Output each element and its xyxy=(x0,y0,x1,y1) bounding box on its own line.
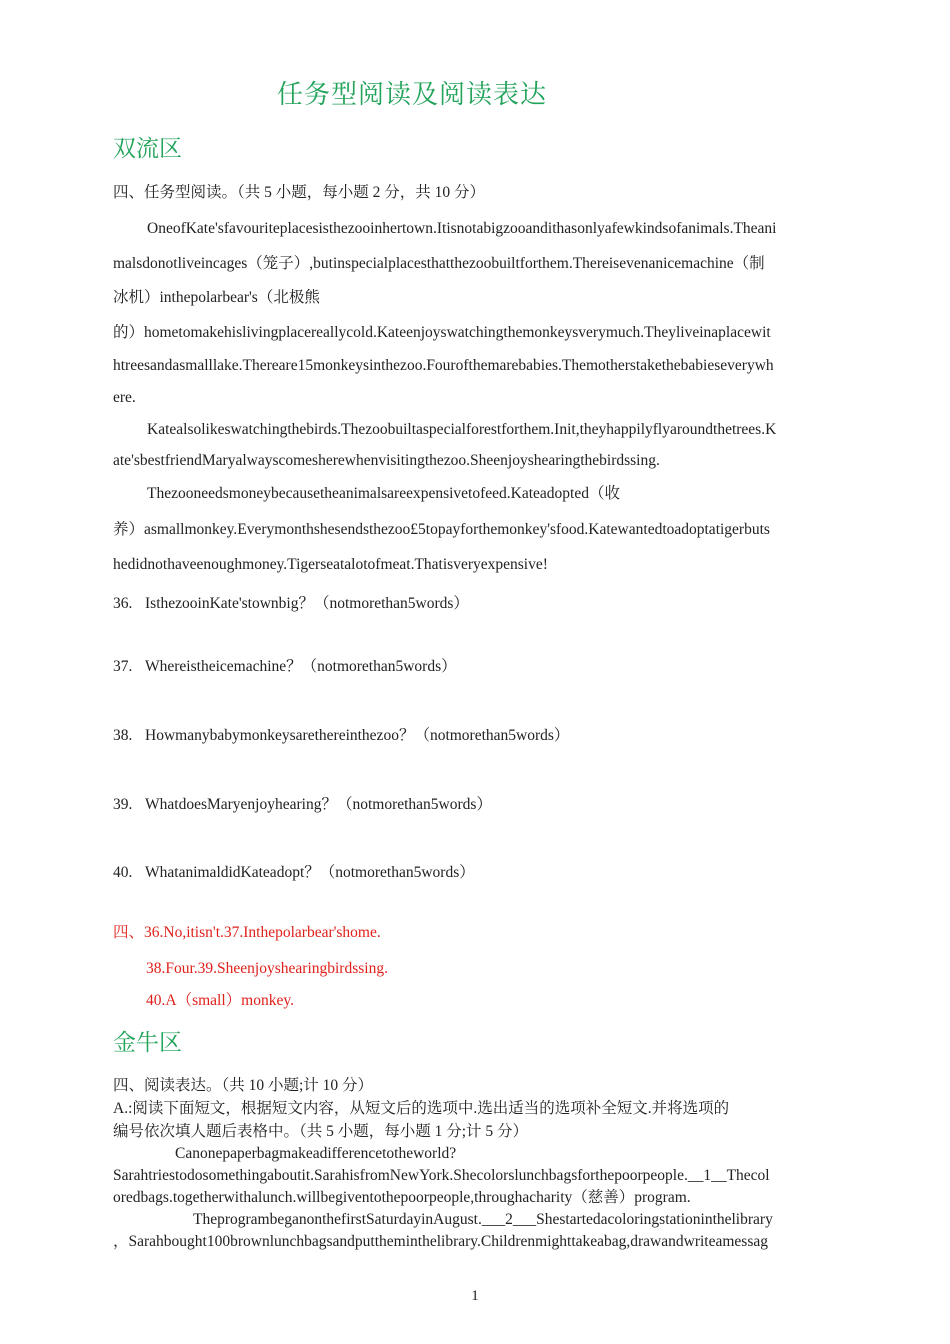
passage-line: Canonepaperbagmakeadifferencetotheworld? xyxy=(175,1145,457,1162)
passage-line: OneofKate'sfavouriteplacesisthezooinhertown.Itisnotabigzooandithasonlyafewkindsofanimals.Theani xyxy=(147,220,777,237)
question-text: IsthezooinKate'stownbig？（notmorethan5words） xyxy=(145,595,469,612)
question-number: 39. xyxy=(113,796,133,813)
page-title: 任务型阅读及阅读表达 xyxy=(277,80,548,109)
instruction-line: A.:阅读下面短文，根据短文内容，从短文后的选项中.选出适当的选项补全短文.并将选项的 xyxy=(113,1100,730,1117)
question-36 xyxy=(113,591,469,613)
district-heading-jinniu: 金牛区 xyxy=(113,1030,182,1055)
passage-line: ere. xyxy=(113,389,136,406)
answer-line: 38.Four.39.Sheenjoyshearingbirdssing. xyxy=(146,960,388,977)
passage-line: ，Sarahbought100brownlunchbagsandputtheminthelibrary.Childrenmighttakeabag,drawandwriteamessag xyxy=(113,1233,768,1250)
passage-line: 的）hometomakehislivingplacereallycold.Kateenjoyswatchingthemonkeysverymuch.Theyliveinaplacewit xyxy=(113,324,771,341)
passage-line: oredbags.togetherwithalunch.willbegiventothepoorpeople,throughacharity（慈善）program. xyxy=(113,1189,691,1206)
section-heading: 四、任务型阅读。（共 5 小题，每小题 2 分，共 10 分） xyxy=(113,184,486,201)
section-heading: 四、阅读表达。（共 10 小题;计 10 分） xyxy=(113,1077,374,1094)
page-number: 1 xyxy=(471,1288,479,1304)
passage-line: Katealsolikeswatchingthebirds.Thezoobuiltaspecialforestforthem.Init,theyhappilyflyaroundthetrees.K xyxy=(147,421,777,438)
passage-line: malsdonotliveincages（笼子）,butinspecialplacesthatthezoobuiltforthem.Thereisevenanicemachine（制 xyxy=(113,255,765,272)
question-text: WhatdoesMaryenjoyhearing？（notmorethan5words） xyxy=(145,796,492,813)
question-number: 36. xyxy=(113,595,133,612)
passage-line: htreesandasmalllake.Thereare15monkeysinthezoo.Fourofthemarebabies.Themotherstakethebabieseverywh xyxy=(113,357,774,374)
question-text: Whereistheicemachine？（notmorethan5words） xyxy=(145,658,457,675)
passage-line: hedidnothaveenoughmoney.Tigerseatalotofmeat.Thatisveryexpensive! xyxy=(113,556,548,573)
question-number: 37. xyxy=(113,658,133,675)
question-text: WhatanimaldidKateadopt？（notmorethan5words） xyxy=(145,864,475,881)
answer-line: 40.A（small）monkey. xyxy=(146,992,294,1009)
passage-line: 养）asmallmonkey.Everymonthshesendsthezoo£5topayforthemonkey'sfood.Katewantedtoadoptatigerbuts xyxy=(113,521,770,538)
passage-line: TheprogrambeganonthefirstSaturdayinAugust.___2___Shestartedacoloringstationinthelibrary xyxy=(193,1211,773,1228)
instruction-line: 编号依次填人题后表格中。（共 5 小题，每小题 1 分;计 5 分） xyxy=(113,1123,529,1140)
passage-line: ate'sbestfriendMaryalwayscomesherewhenvisitingthezoo.Sheenjoyshearingthebirdssing. xyxy=(113,452,660,469)
question-40 xyxy=(113,860,475,882)
passage-line: Thezooneedsmoneybecausetheanimalsareexpensivetofeed.Kateadopted（收 xyxy=(147,485,620,502)
district-heading-shuangliu: 双流区 xyxy=(113,136,182,161)
question-text: Howmanybabymonkeysarethereinthezoo？（notmorethan5words） xyxy=(145,727,570,744)
question-number: 40. xyxy=(113,864,133,881)
question-39 xyxy=(113,792,492,814)
question-number: 38. xyxy=(113,727,133,744)
answer-line: 四、36.No,itisn't.37.Inthepolarbear'shome. xyxy=(113,924,381,941)
question-38 xyxy=(113,723,569,745)
passage-line: Sarahtriestodosomethingaboutit.SarahisfromNewYork.Shecolorslunchbagsforthepoorpeople.__1__Thecol xyxy=(113,1167,770,1184)
passage-line: 冰机）inthepolarbear's（北极熊 xyxy=(113,289,320,306)
question-37 xyxy=(113,654,457,676)
